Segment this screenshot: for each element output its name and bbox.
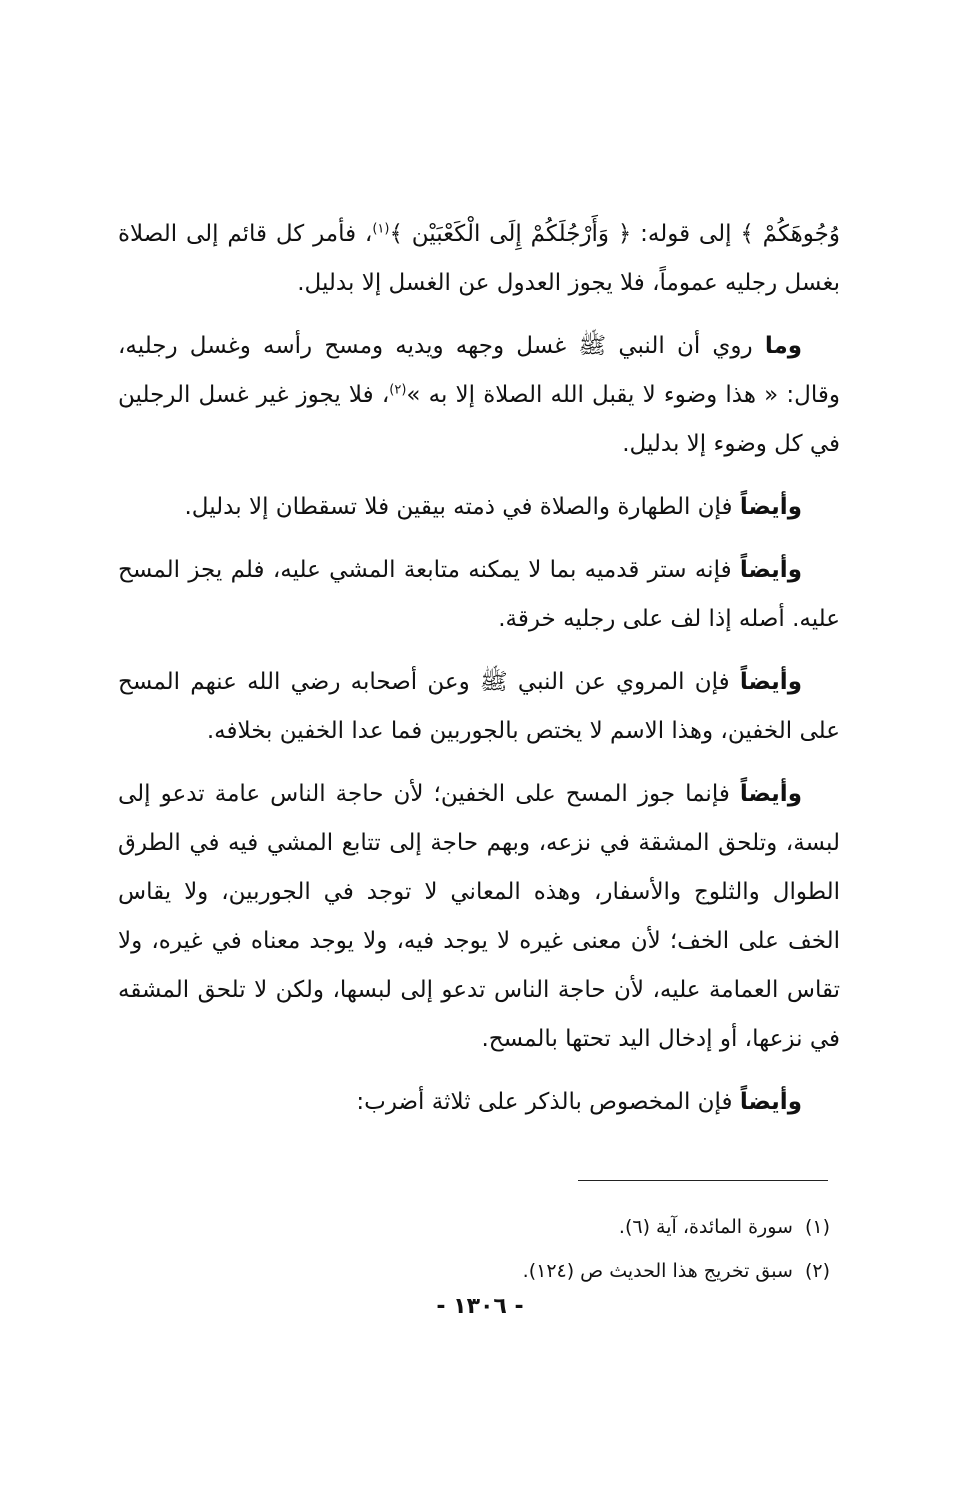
paragraph-text: فإنه ستر قدميه بما لا يمكنه متابعة المشي عليه، فلم يجز المسح عليه. أصله إذا لف على رجليه خرقة. (118, 557, 840, 632)
paragraph-2 (118, 322, 840, 469)
paragraph-text: فإن المخصوص بالذكر على ثلاثة أضرب: (356, 1089, 740, 1115)
footnote-1 (360, 1212, 830, 1242)
paragraph-7 (118, 1078, 840, 1127)
paragraph-3 (118, 483, 840, 532)
footnotes (360, 1212, 830, 1300)
main-text (118, 210, 840, 1141)
footnote-ref-1: (١) (372, 221, 390, 237)
footnote-ref-2: (٢) (389, 382, 407, 398)
paragraph-tail: ، فلا يجوز غير غسل الرجلين في كل وضوء إلا بدليل. (118, 382, 840, 457)
paragraph-text: روي أن النبي ﷺ غسل وجهه ويديه ومسح رأسه وغسل رجليه، وقال: « هذا وضوء لا يقبل الله الصلاة إلا به » (118, 333, 840, 408)
footnote-number: (١) (804, 1216, 830, 1238)
paragraph-6 (118, 770, 840, 1064)
paragraph-tail: ، فأمر كل قائم إلى الصلاة بغسل رجليه عموماً، فلا يجوز العدول عن الغسل إلا بدليل. (118, 221, 840, 296)
paragraph-lead: وأيضاً (739, 557, 802, 583)
footnote-text: سورة المائدة، آية (٦). (618, 1216, 793, 1238)
paragraph-lead: وأيضاً (739, 781, 802, 807)
footnote-divider (578, 1180, 828, 1181)
footnote-text: سبق تخريج هذا الحديث ص (١٢٤). (522, 1260, 793, 1282)
footnote-2 (360, 1256, 830, 1286)
paragraph-text: وُجُوهَكُمْ ﴾ إلى قوله: ﴿ وَأَرْجُلَكُمْ إِلَى الْكَعْبَيْن ﴾ (389, 221, 840, 247)
paragraph-lead: وما (764, 333, 802, 359)
footnote-number: (٢) (804, 1260, 830, 1282)
paragraph-5 (118, 658, 840, 756)
paragraph-1 (118, 210, 840, 308)
page-number: - ١٣٠٦ - (436, 1294, 524, 1319)
paragraph-lead: وأيضاً (739, 494, 802, 520)
paragraph-text: فإن المروي عن النبي ﷺ وعن أصحابه رضي الله عنهم المسح على الخفين، وهذا الاسم لا يختص بالجوربين فما عدا الخفين بخلافه. (118, 669, 840, 744)
paragraph-lead: وأيضاً (739, 669, 802, 695)
paragraph-4 (118, 546, 840, 644)
paragraph-text: فإنما جوز المسح على الخفين؛ لأن حاجة الناس عامة تدعو إلى لبسة، وتلحق المشقة في نزعه، وبهم حاجة إلى تتابع المشي فيه في الطرق الطوال والثلوج والأسفار، وهذه المعاني لا توجد في الجوربين، ولا يقاس الخف على الخف؛ لأن معنى غيره لا يوجد فيه، ولا يوجد معناه في غيره، ولا تقاس العمامة عليه، لأن حاجة الناس تدعو إلى لبسها، ولكن لا تلحق المشقه في نزعها، أو إدخال اليد تحتها بالمسح. (118, 781, 840, 1052)
paragraph-lead: وأيضاً (739, 1089, 802, 1115)
paragraph-text: فإن الطهارة والصلاة في ذمته بيقين فلا تسقطان إلا بدليل. (184, 494, 740, 520)
